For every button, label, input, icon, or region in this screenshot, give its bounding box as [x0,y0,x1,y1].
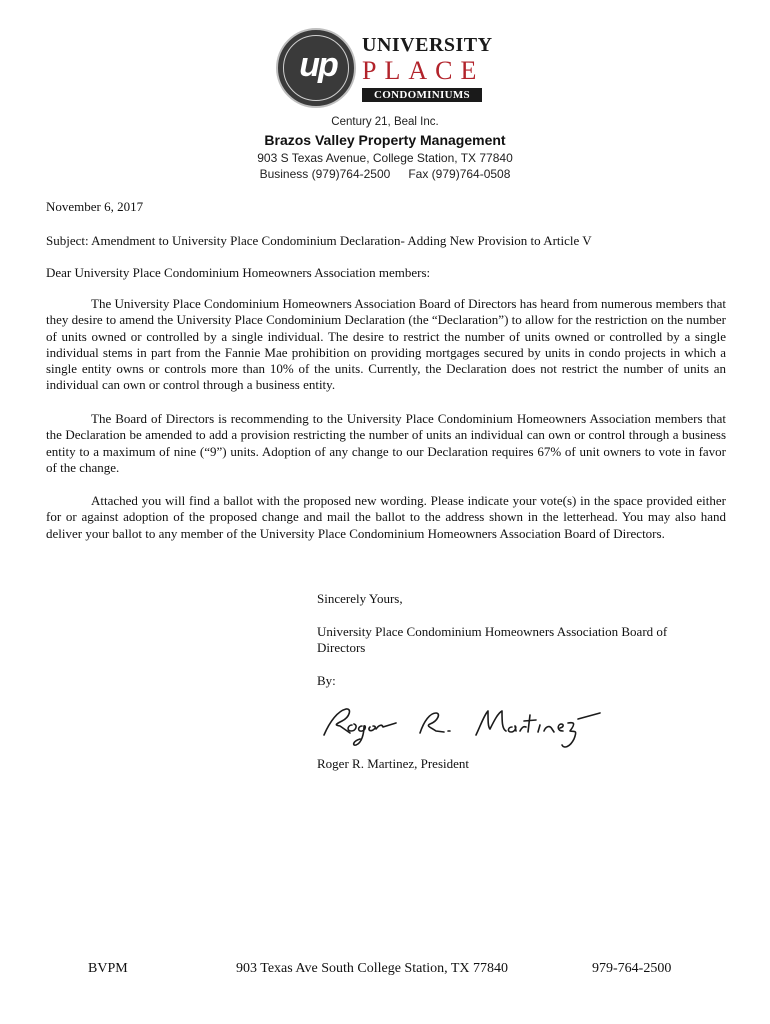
footer-abbreviation: BVPM [88,961,128,976]
logo-wordmark-place: PLACE [362,56,485,85]
footer-phone: 979-764-2500 [592,961,672,976]
letterhead-fax: Fax (979)764-0508 [408,167,511,181]
letterhead-contact [0,167,770,181]
by-label: By: [317,673,336,688]
body-paragraph-2: The Board of Directors is recommending to the University Place Condominium Homeowners Association members that the Declaration be amended to add a provision restricting the number of units an individual can own or control through a business entity to a maximum of nine (“9”) units. Adoption of any change to our Declaration requires 67% of unit owners to vote in favor of the change. [46,411,726,475]
letterhead-company: Brazos Valley Property Management [264,132,506,148]
footer-address: 903 Texas Ave South College Station, TX 77840 [236,961,509,976]
letterhead-agency: Century 21, Beal Inc. [331,116,439,128]
handwritten-signature [316,699,606,757]
logo-emblem [276,28,356,108]
logo-monogram: up [299,46,337,84]
signatory-name: Roger R. Martinez, President [317,756,469,771]
body-paragraph-1: The University Place Condominium Homeowners Association Board of Directors has heard from numerous members that they desire to amend the University Place Condominium Declaration (the “Declaration”) to allow for the restriction on the number of units owned or controlled by a single individual. The desire to restrict the number of units owned or controlled by a single individual stems in part from the Fannie Mae prohibition on providing mortgages secured by units in condo projects in which a single entity owns or controls more than 10% of the units. Currently, the Declaration does not restrict the number of units an individual can own or control through a business entity. [46,296,726,393]
logo-wordmark-condominiums: CONDOMINIUMS [362,88,482,102]
letterhead-address: 903 S Texas Avenue, College Station, TX 77840 [257,151,513,165]
closing-organization: University Place Condominium Homeowners Association Board of Directors [317,624,668,656]
letter-salutation: Dear University Place Condominium Homeowners Association members: [46,265,431,280]
letter-date: November 6, 2017 [46,199,144,214]
letter-subject: Subject: Amendment to University Place Condominium Declaration- Adding New Provision to Article V [46,233,592,248]
valediction: Sincerely Yours, [317,591,403,606]
logo-wordmark-university: UNIVERSITY [362,34,493,56]
letterhead-phone: Business (979)764-2500 [259,167,391,181]
body-paragraph-3: Attached you will find a ballot with the proposed new wording. Please indicate your vote(s) in the space provided either for or against adoption of the proposed change and mail the ballot to the address shown in the letterhead. You may also hand deliver your ballot to any member of the University Place Condominium Homeowners Association Board of Directors. [46,493,726,541]
logo [276,28,493,110]
